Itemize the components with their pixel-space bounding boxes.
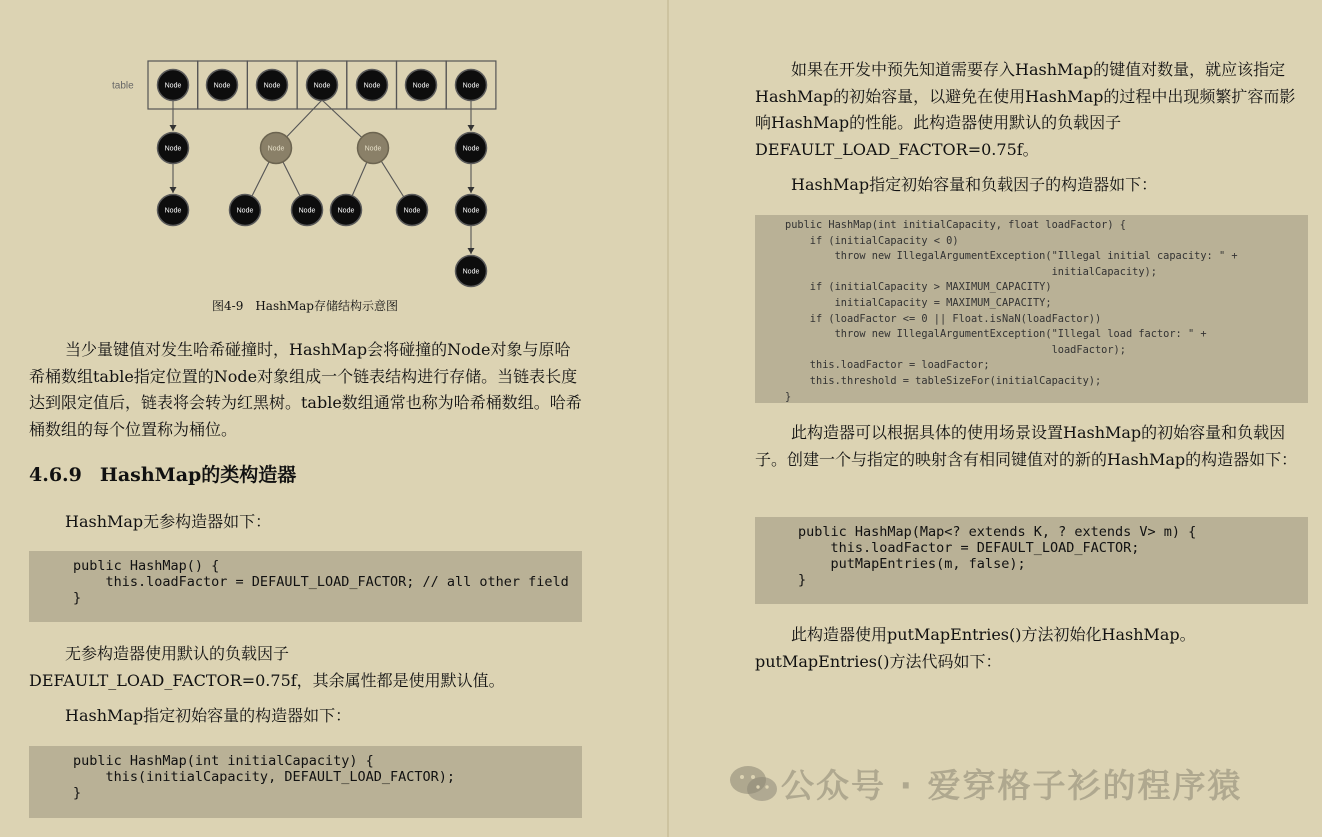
- code-block-capacity-loadfactor-constructor: [755, 215, 1308, 403]
- code-line: }: [73, 785, 82, 801]
- code-line: public HashMap() {: [73, 558, 220, 574]
- node: [331, 195, 362, 226]
- paragraph-noarg-intro: HashMap无参构造器如下：: [65, 512, 272, 531]
- node-label: Node: [236, 207, 254, 215]
- paragraph-collision: 当少量键值对发生哈希碰撞时，HashMap会将碰撞的Node对象与原哈希桶数组table指定位置的Node对象组成一个链表结构进行存储。当链表长度达到限定值后，链表将会转为红黑树。table数组通常也称为哈希桶数组。哈希桶数组的每个位置称为桶位。: [29, 340, 582, 439]
- figure-caption: 图4-9 HashMap存储结构示意图: [212, 299, 398, 313]
- paragraph-map-constructor-intro: 此构造器可以根据具体的使用场景设置HashMap的初始容量和负载因子。创建一个与指定的映射含有相同键值对的新的HashMap的构造器如下：: [755, 423, 1298, 469]
- node-label: Node: [364, 145, 382, 153]
- code-block-capacity-constructor: [29, 746, 582, 818]
- code-line: if (initialCapacity > MAXIMUM_CAPACITY): [785, 281, 1052, 294]
- arrowhead: [468, 125, 475, 131]
- arrowhead: [468, 187, 475, 193]
- code-line: putMapEntries(m, false);: [798, 556, 1026, 572]
- node-label: Node: [213, 82, 231, 90]
- node-label: Node: [462, 207, 480, 215]
- wechat-icon: [727, 762, 781, 806]
- node: [257, 70, 288, 101]
- section-title: HashMap的类构造器: [99, 464, 297, 486]
- code-line: initialCapacity = MAXIMUM_CAPACITY;: [785, 296, 1052, 309]
- node: [406, 70, 437, 101]
- node: [397, 195, 428, 226]
- code-block-map-constructor: [755, 517, 1308, 604]
- node: [456, 195, 487, 226]
- node-label: Node: [267, 145, 285, 153]
- paragraph-initial-capacity: 如果在开发中预先知道需要存入HashMap的键值对数量，就应该指定HashMap的初始容量，以避免在使用HashMap的过程中出现频繁扩容而影响HashMap的性能。此构造器使用默认的负载因子DEFAULT_LOAD_FACTOR=0.75f。: [755, 60, 1296, 159]
- node: [158, 70, 189, 101]
- node-label: Node: [164, 82, 182, 90]
- table-label: table: [112, 80, 134, 92]
- code-line: initialCapacity);: [785, 265, 1157, 278]
- node-label: Node: [263, 82, 281, 90]
- code-block-noarg-constructor: [29, 551, 582, 622]
- figure-edges: [170, 100, 475, 254]
- code-line: public HashMap(int initialCapacity) {: [73, 753, 374, 769]
- code-line: loadFactor);: [785, 343, 1126, 356]
- code-line: throw new IllegalArgumentException("Illegal initial capacity: " +: [785, 250, 1238, 263]
- node: [357, 70, 388, 101]
- code-line: }: [73, 590, 82, 606]
- hashmap-structure-figure: [100, 55, 510, 295]
- node: [158, 133, 189, 164]
- node: [292, 195, 323, 226]
- node: [207, 70, 238, 101]
- node-label: Node: [363, 82, 381, 90]
- figure-nodes: [158, 70, 487, 287]
- tree-node: [358, 133, 389, 164]
- tree-node: [261, 133, 292, 164]
- right-page: [669, 0, 1322, 837]
- code-line: public HashMap(int initialCapacity, float loadFactor) {: [785, 219, 1126, 231]
- node: [230, 195, 261, 226]
- arrowhead: [468, 248, 475, 254]
- node-label: Node: [462, 82, 480, 90]
- code-line: this.loadFactor = DEFAULT_LOAD_FACTOR;: [798, 540, 1140, 556]
- arrowhead: [170, 187, 177, 193]
- code-line: this.threshold = tableSizeFor(initialCapacity);: [785, 374, 1102, 387]
- node-label: Node: [412, 82, 430, 90]
- code-line: this.loadFactor = DEFAULT_LOAD_FACTOR; // all other field: [73, 574, 569, 590]
- watermark-text: 公众号 · 爱穿格子衫的程序猿: [781, 766, 1243, 805]
- node: [456, 70, 487, 101]
- paragraph-capacity-loadfactor-intro: HashMap指定初始容量和负载因子的构造器如下：: [791, 175, 1158, 194]
- code-line: }: [785, 390, 792, 403]
- node-label: Node: [462, 268, 480, 276]
- node-label: Node: [164, 145, 182, 153]
- node-label: Node: [313, 82, 331, 90]
- code-line: this.loadFactor = loadFactor;: [785, 359, 990, 372]
- node-label: Node: [298, 207, 316, 215]
- node-label: Node: [462, 145, 480, 153]
- code-line: if (loadFactor <= 0 || Float.isNaN(loadFactor)): [785, 312, 1102, 325]
- node: [158, 195, 189, 226]
- node-label: Node: [403, 207, 421, 215]
- section-number: 4.6.9: [29, 464, 82, 486]
- paragraph-putmapentries: 此构造器使用putMapEntries()方法初始化HashMap。putMapEntries()方法代码如下：: [755, 625, 1196, 671]
- arrowhead: [170, 125, 177, 131]
- paragraph-capacity-intro: HashMap指定初始容量的构造器如下：: [65, 706, 352, 725]
- code-line: throw new IllegalArgumentException("Illegal load factor: " +: [785, 328, 1207, 341]
- section-heading: [29, 460, 296, 487]
- code-line: public HashMap(Map<? extends K, ? extends V> m) {: [798, 524, 1197, 540]
- code-line: }: [798, 572, 807, 588]
- code-line: if (initialCapacity < 0): [785, 234, 959, 247]
- node-label: Node: [164, 207, 182, 215]
- node: [456, 133, 487, 164]
- node-label: Node: [337, 207, 355, 215]
- node: [456, 256, 487, 287]
- paragraph-default-load-2: DEFAULT_LOAD_FACTOR=0.75f，其余属性都是使用默认值。: [29, 671, 505, 690]
- node: [307, 70, 338, 101]
- paragraph-default-load-1: 无参构造器使用默认的负载因子: [65, 644, 290, 663]
- code-line: this(initialCapacity, DEFAULT_LOAD_FACTOR);: [73, 769, 456, 785]
- watermark: [727, 760, 1243, 807]
